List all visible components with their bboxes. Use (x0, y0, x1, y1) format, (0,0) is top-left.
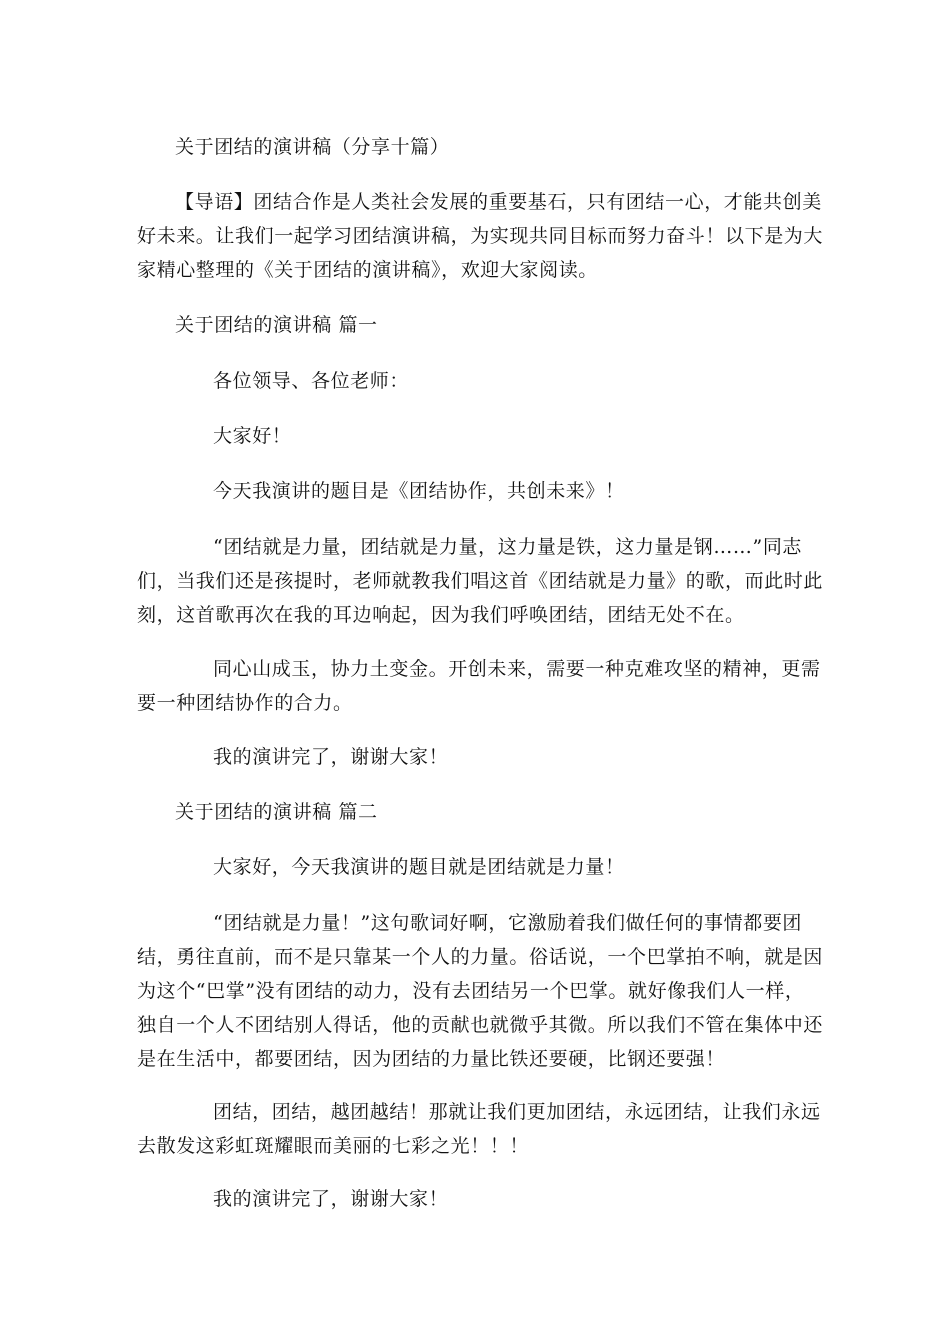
section-heading-1: 关于团结的演讲稿 篇一 (175, 314, 378, 336)
intro-line: 【导语】团结合作是人类社会发展的重要基石，只有团结一心，才能共创美 (175, 191, 822, 213)
document-title: 关于团结的演讲稿（分享十篇） (175, 136, 450, 158)
section1-closing: 我的演讲完了，谢谢大家！ (213, 746, 449, 768)
greeting: 大家好！ (213, 425, 292, 447)
paragraph-line: 是在生活中，都要团结，因为团结的力量比铁还要硬，比钢还要强！ (137, 1048, 726, 1070)
paragraph-line: “团结就是力量，团结就是力量，这力量是铁，这力量是钢……”同志 (213, 536, 803, 558)
paragraph-line: 独自一个人不团结别人得话，他的贡献也就微乎其微。所以我们不管在集体中还 (137, 1014, 824, 1036)
intro-paragraph (137, 185, 851, 287)
section1-paragraph-2 (137, 652, 889, 720)
paragraph-line: 要一种团结协作的合力。 (137, 692, 353, 714)
paragraph-line: 刻，这首歌再次在我的耳边响起，因为我们呼唤团结，团结无处不在。 (137, 604, 745, 626)
paragraph-line: 结，勇往直前，而不是只靠某一个人的力量。俗话说，一个巴掌拍不响，就是因 (137, 946, 824, 968)
paragraph-line: 同心山成玉，协力土变金。开创未来，需要一种克难攻坚的精神，更需 (213, 658, 821, 680)
paragraph-line: “团结就是力量！”这句歌词好啊，它激励着我们做任何的事情都要团 (213, 912, 803, 934)
intro-line: 家精心整理的《关于团结的演讲稿》，欢迎大家阅读。 (137, 259, 598, 281)
section2-paragraph-2 (137, 1095, 889, 1163)
section1-paragraph-1 (137, 530, 889, 632)
section2-paragraph-1 (137, 906, 889, 1076)
paragraph-line: 为这个“巴掌”没有团结的动力，没有去团结另一个巴掌。就好像我们人一样， (137, 980, 805, 1002)
paragraph-line: 团结，团结，越团越结！那就让我们更加团结，永远团结，让我们永远 (213, 1101, 821, 1123)
section-heading-2: 关于团结的演讲稿 篇二 (175, 801, 378, 823)
intro-line: 好未来。让我们一起学习团结演讲稿，为实现共同目标而努力奋斗！以下是为大 (137, 225, 824, 247)
section2-closing: 我的演讲完了，谢谢大家！ (213, 1188, 449, 1210)
paragraph-line: 去散发这彩虹斑耀眼而美丽的七彩之光！！！ (137, 1135, 530, 1157)
salutation: 各位领导、各位老师： (213, 370, 410, 392)
section2-opening: 大家好，今天我演讲的题目就是团结就是力量！ (213, 856, 625, 878)
speech-topic: 今天我演讲的题目是《团结协作，共创未来》！ (213, 480, 625, 502)
paragraph-line: 们，当我们还是孩提时，老师就教我们唱这首《团结就是力量》的歌，而此时此 (137, 570, 824, 592)
